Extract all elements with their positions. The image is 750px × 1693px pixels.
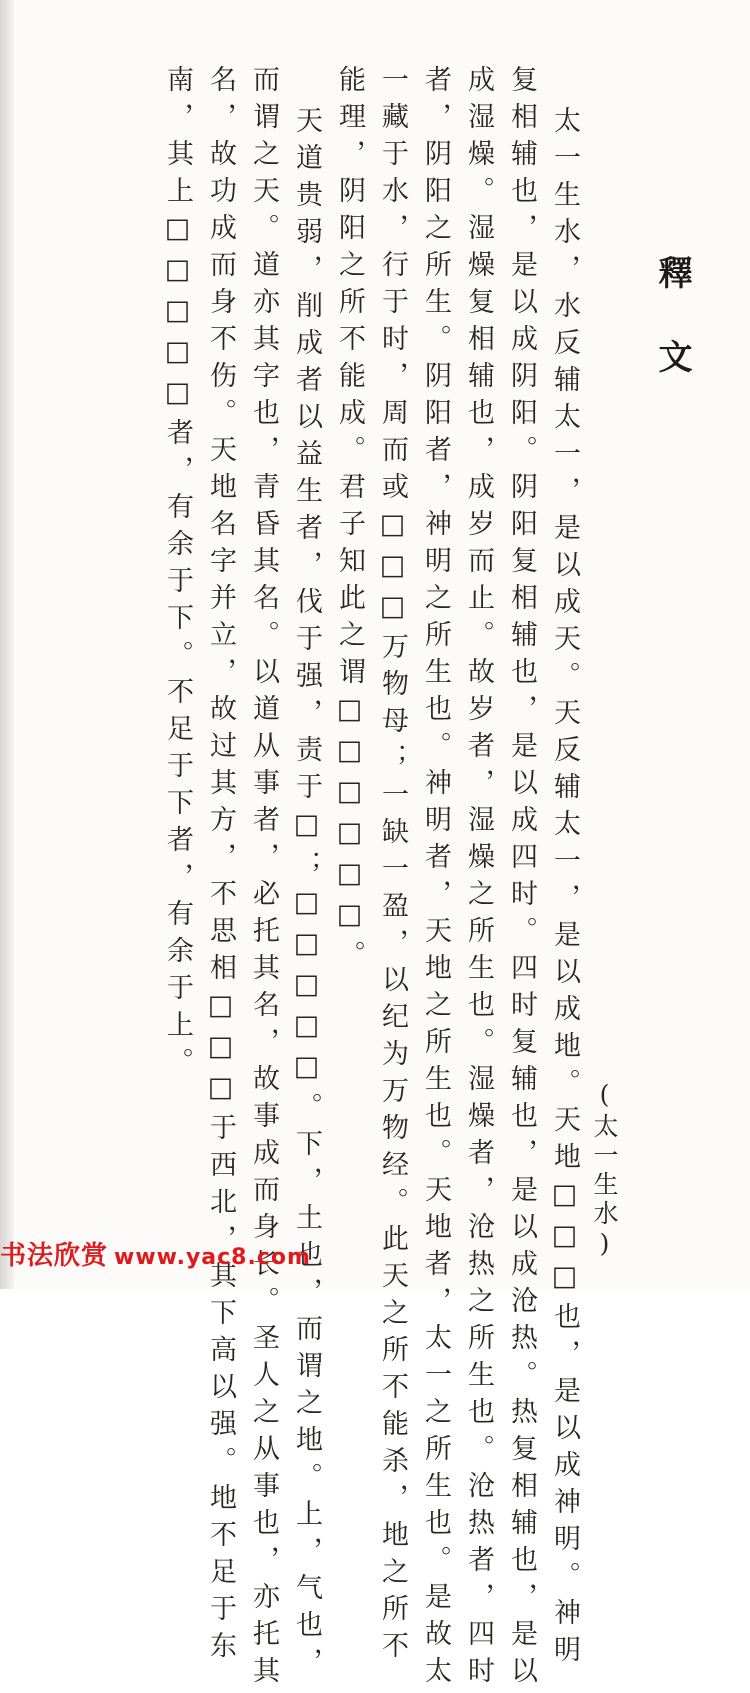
watermark: [0, 1235, 311, 1272]
text-column-6: 能理，阴阳之所不能成。君子知此之谓□□□□□□。: [334, 65, 365, 977]
text-column-8: 而谓之天。道亦其字也，青昏其名。以道从事者，必托其名，故事成而身长。圣人之从事也，亦托其: [248, 65, 279, 1693]
page-heading: 釋文: [652, 255, 692, 423]
text-column-3: 成湿燥。湿燥复相辅也，成岁而止。故岁者，湿燥之所生也。湿燥者，沧热之所生也。沧热者，四时: [463, 65, 494, 1693]
text-column-10: 南，其上□□□□□者，有余于下。不足于下者，有余于上。: [162, 65, 193, 1084]
text-column-4: 者，阴阳之所生。阴阳者，神明之所生也。神明者，天地之所生也。天地者，太一之所生也。是故太: [420, 65, 451, 1693]
text-column-9: 名，故功成而身不伤。天地名字并立，故过其方，不思相□□□于西北，其下高以强。地不足于东: [205, 65, 236, 1668]
running-title: (太一生水): [590, 1080, 619, 1262]
watermark-brand: 书法欣赏: [0, 1240, 109, 1270]
text-column-7: 天道贵弱，削成者以益生者，伐于强，责于□；□□□□□。下，土也，而谓之地。上，气也，: [291, 106, 322, 1684]
book-spine-shadow: [0, 0, 14, 1289]
text-column-1: 太一生水，水反辅太一，是以成天。天反辅太一，是以成地。天地□□□也，是以成神明。神明: [549, 106, 580, 1672]
text-column-5: 一藏于水，行于时，周而或□□□万物母；一缺一盈，以纪为万物经。此天之所不能杀，地之所不: [377, 65, 408, 1668]
text-column-2: 复相辅也，是以成阴阳。阴阳复相辅也，是以成四时。四时复辅也，是以成沧热。热复相辅也，是以: [506, 65, 537, 1693]
watermark-url: www.yac8.com: [114, 1245, 311, 1270]
